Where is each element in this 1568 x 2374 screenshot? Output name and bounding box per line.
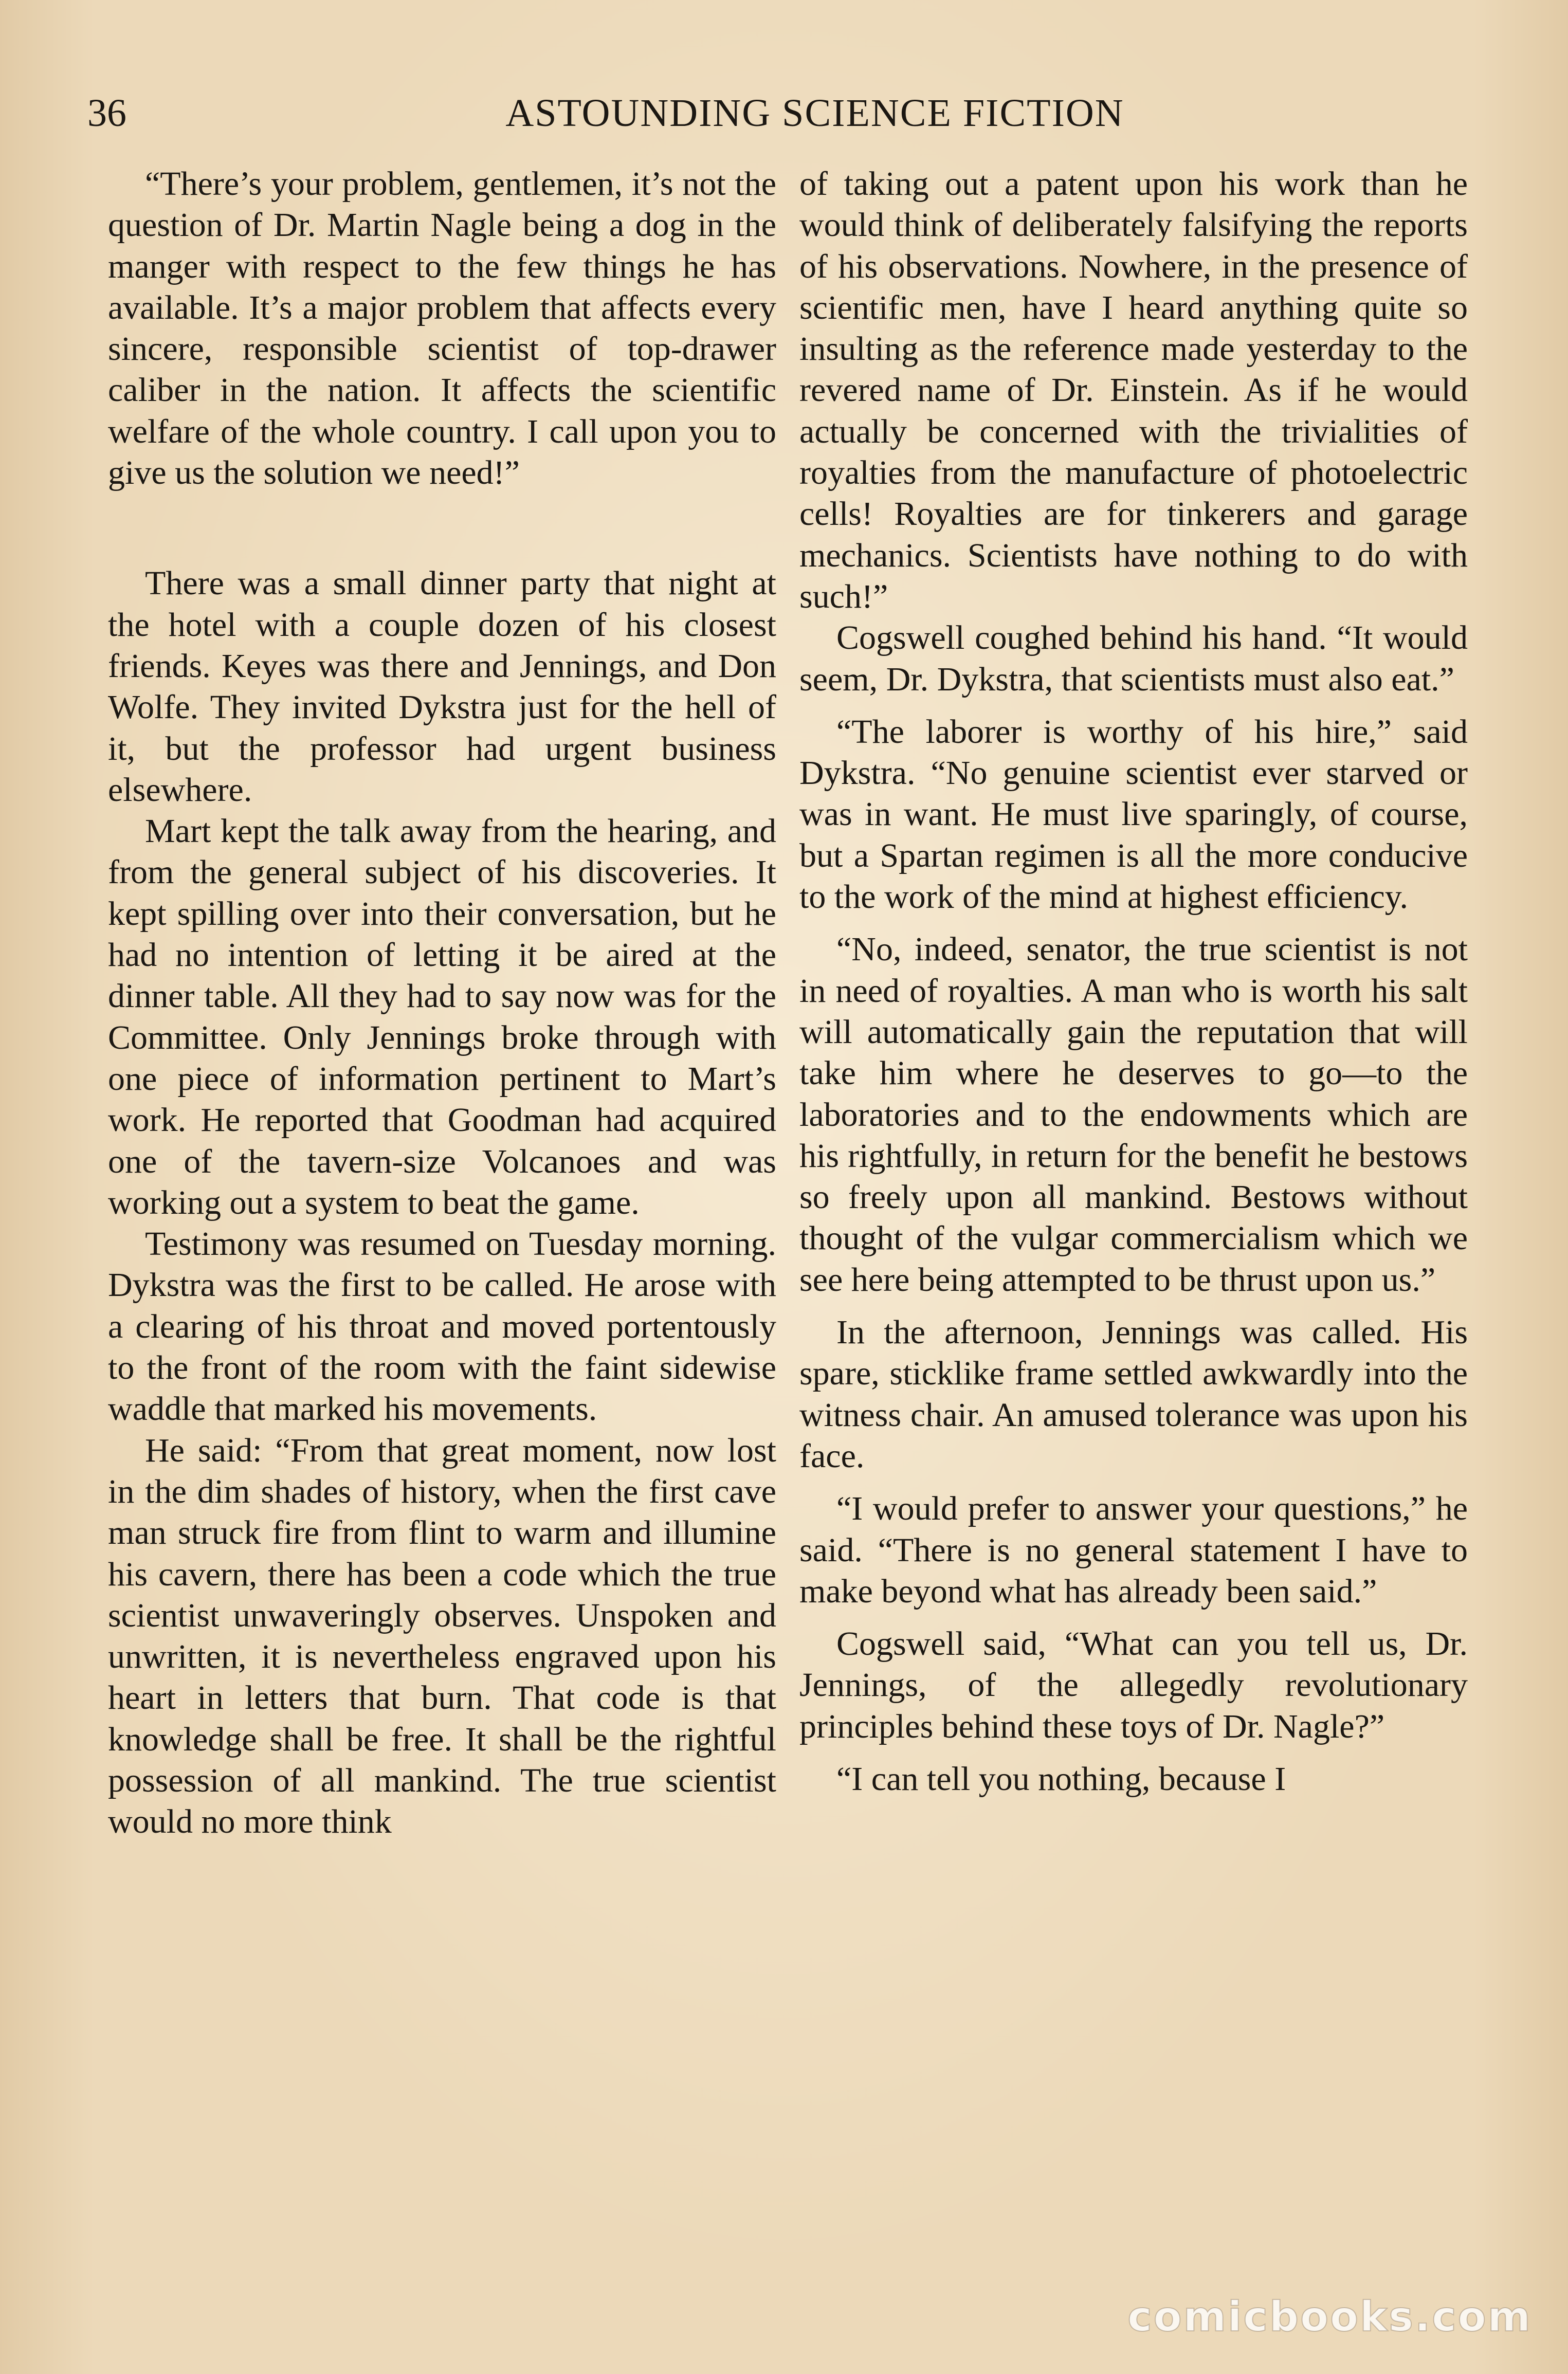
paragraph: Cogswell coughed behind his hand. “It would seem, Dr. Dykstra, that scientists must also eat.” <box>799 619 1468 698</box>
paragraph: “There’s your problem, gentlemen, it’s not the question of Dr. Martin Nagle being a dog in the manger with respect to the few things he has available. It’s a major problem that affects every sincere, responsible scientist of top-drawer caliber in the nation. It affects the scientific welfare of the whole country. I call upon you to give us the solution we need!” <box>108 165 776 492</box>
paragraph: In the afternoon, Jennings was called. His spare, sticklike frame settled awkwardly into the witness chair. An amused tolerance was upon his face. <box>799 1313 1468 1475</box>
paragraph: There was a small dinner party that night at the hotel with a couple dozen of his closest friends. Keyes was there and Jennings, and Don Wolfe. They invited Dykstra just for the hell of it, but the professor had urgent business elsewhere. <box>108 564 776 809</box>
paragraph: “I can tell you nothing, because I <box>836 1760 1286 1798</box>
running-head: ASTOUNDING SCIENCE FICTION <box>505 92 1124 135</box>
right-column <box>799 163 1468 1800</box>
paragraph: “I would prefer to answer your questions,” he said. “There is no general statement I have to make beyond what has already been said.” <box>799 1490 1468 1610</box>
left-column <box>108 163 776 1843</box>
paragraph: Testimony was resumed on Tuesday morning. Dykstra was the first to be called. He arose with a clearing of his throat and moved portentously to the front of the room with the faint sidewise waddle that marked his movements. <box>108 1225 776 1428</box>
page-header <box>87 85 1481 147</box>
paragraph: of taking out a patent upon his work than he would think of deliberately falsifying the reports of his observations. Nowhere, in the presence of scientific men, have I heard anything quite so insulting as the reference made yesterday to the revered name of Dr. Einstein. As if he would actually be concerned with the trivialities of royalties from the manufacture of photoelectric cells! Royalties are for tinkerers and garage mechanics. Scientists have nothing to do with such!” <box>799 165 1468 615</box>
paragraph: “No, indeed, senator, the true scientist is not in need of royalties. A man who is worth his salt will automatically gain the reputation that will take him where he deserves to go—to the laboratories and to the endowments which are his rightfully, in return for the benefit he bestows so freely upon all mankind. Bestows without thought of the vulgar commercialism which we see here being attempted to be thrust upon us.” <box>799 930 1468 1299</box>
watermark: comicbooks.com <box>1127 2293 1532 2341</box>
paragraph: “The laborer is worthy of his hire,” said Dykstra. “No genuine scientist ever starved or was in want. He must live sparingly, of course, but a Spartan regimen is all the more conducive to the work of the mind at highest efficiency. <box>799 713 1468 916</box>
paragraph: Mart kept the talk away from the hearing, and from the general subject of his discoveries. It kept spilling over into their conversation, but he had no intention of letting it be aired at the dinner table. All they had to say now was for the Committee. Only Jennings broke through with one piece of information pertinent to Mart’s work. He reported that Goodman had acquired one of the tavern-size Volcanoes and was working out a system to beat the game. <box>108 812 776 1221</box>
page-number: 36 <box>87 92 126 135</box>
paragraph: Cogswell said, “What can you tell us, Dr. Jennings, of the allegedly revolutionary principles behind these toys of Dr. Nagle?” <box>799 1625 1468 1745</box>
paragraph: He said: “From that great moment, now lost in the dim shades of history, when the first cave man struck fire from flint to warm and illumine his cavern, there has been a code which the true scientist unwaveringly observes. Unspoken and unwritten, it is nevertheless engraved upon his heart in letters that burn. That code is that knowledge shall be free. It shall be the rightful possession of all mankind. The true scientist would no more think <box>108 1431 776 1841</box>
